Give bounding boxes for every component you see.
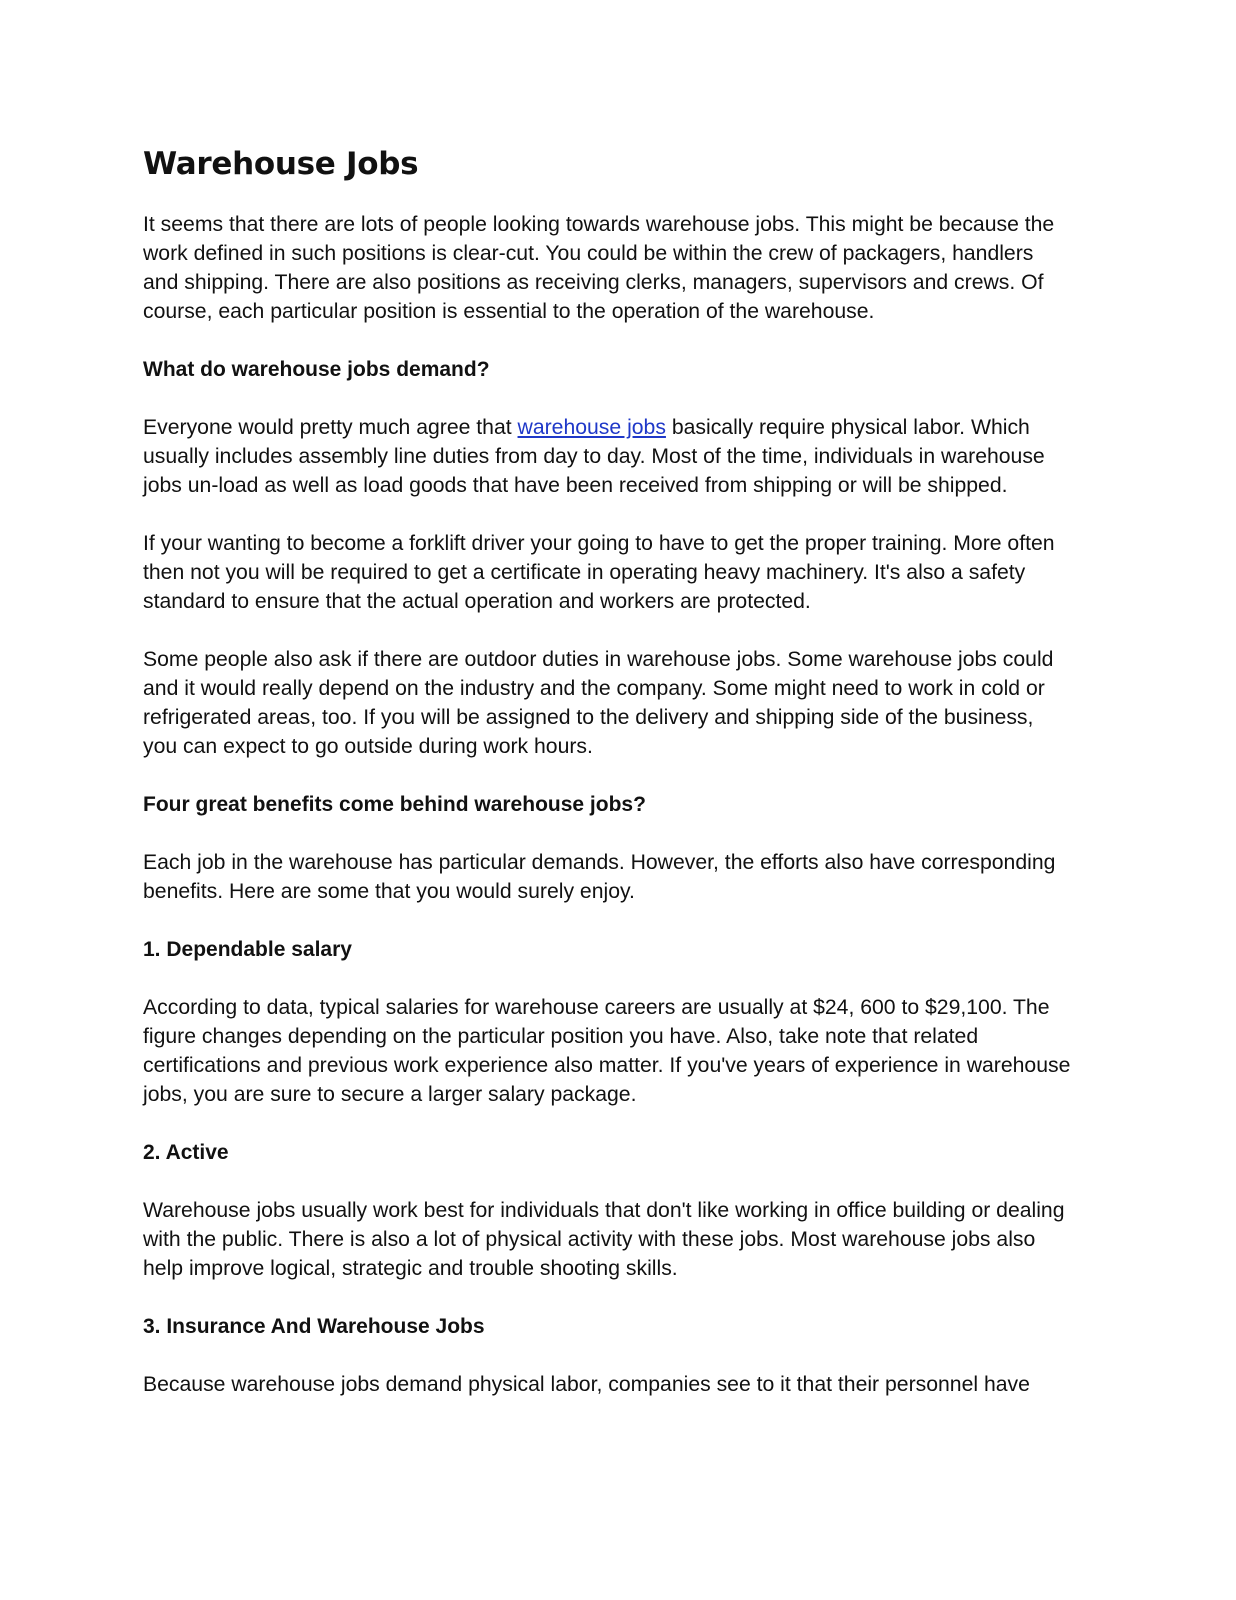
benefit-heading-insurance: 3. Insurance And Warehouse Jobs: [143, 1315, 485, 1338]
benefits-intro-paragraph: Each job in the warehouse has particular demands. However, the efforts also have corresponding benefits. Here are some that you would surely enjoy.: [143, 851, 1056, 903]
benefit-heading-active: 2. Active: [143, 1141, 229, 1164]
section-heading-benefits: Four great benefits come behind warehouse jobs?: [143, 793, 646, 816]
intro-paragraph: It seems that there are lots of people looking towards warehouse jobs. This might be because the work defined in such positions is clear-cut. You could be within the crew of packagers, handlers and shipping. There are also positions as receiving clerks, managers, supervisors and crews. Of course, each particular position is essential to the operation of the warehouse.: [143, 213, 1055, 323]
benefit-heading-salary: 1. Dependable salary: [143, 938, 352, 961]
benefit-paragraph-salary: According to data, typical salaries for warehouse careers are usually at $24, 600 to $29,100. The figure changes depending on the particular position you have. Also, take note that related certifications and previous work experience also matter. If you've years of experience in warehouse jobs, you are sure to secure a larger salary package.: [143, 996, 1071, 1106]
demands-paragraph-2: If your wanting to become a forklift driver your going to have to get the proper training. More often then not you will be required to get a certificate in operating heavy machinery. It's also a safety standard to ensure that the actual operation and workers are protected.: [143, 532, 1055, 613]
demands-paragraph-1-text-after: basically require physical labor. Which usually includes assembly line duties from day to day. Most of the time, individuals in warehouse jobs un-load as well as load goods that have been received from shipping or will be shipped.: [143, 416, 1045, 497]
demands-paragraph-1: [143, 413, 1073, 500]
document-page: [143, 140, 1073, 1428]
warehouse-jobs-link[interactable]: warehouse jobs: [517, 416, 666, 439]
section-heading-demands: What do warehouse jobs demand?: [143, 358, 490, 381]
demands-paragraph-1-text-before: Everyone would pretty much agree that: [143, 416, 518, 439]
benefit-paragraph-active: Warehouse jobs usually work best for individuals that don't like working in office building or dealing with the public. There is also a lot of physical activity with these jobs. Most warehouse jobs also help improve logical, strategic and trouble shooting skills.: [143, 1199, 1065, 1280]
benefit-paragraph-insurance: Because warehouse jobs demand physical labor, companies see to it that their personnel have: [143, 1373, 1030, 1396]
demands-paragraph-3: Some people also ask if there are outdoor duties in warehouse jobs. Some warehouse jobs could and it would really depend on the industry and the company. Some might need to work in cold or refrigerated areas, too. If you will be assigned to the delivery and shipping side of the business, you can expect to go outside during work hours.: [143, 648, 1054, 758]
document-title: Warehouse Jobs: [143, 146, 419, 182]
